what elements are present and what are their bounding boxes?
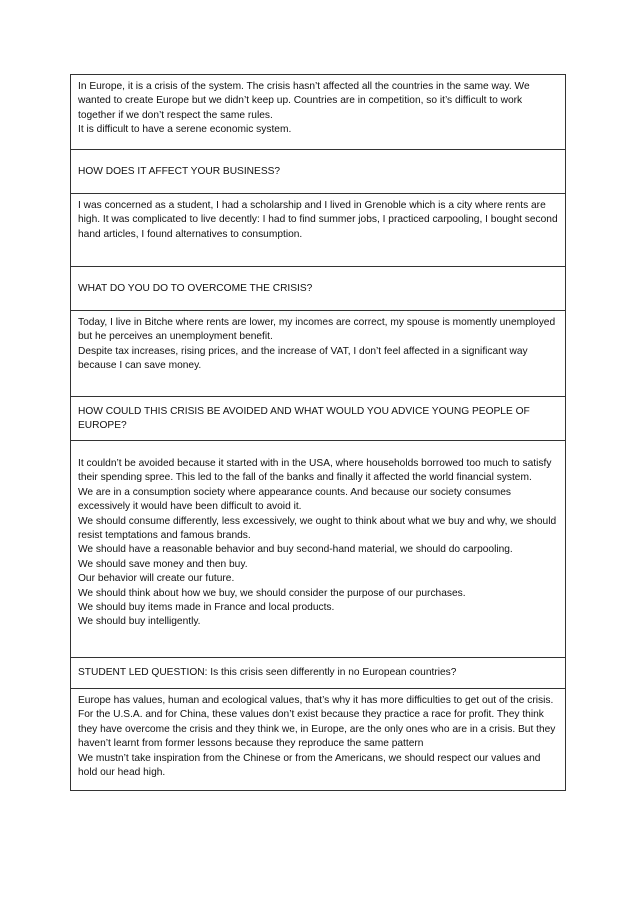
answer-paragraph: We should save money and then buy.: [78, 558, 248, 570]
question-text: HOW DOES IT AFFECT YOUR BUSINESS?: [78, 165, 281, 177]
question-text: WHAT DO YOU DO TO OVERCOME THE CRISIS?: [78, 282, 313, 294]
answer-cell-4: [71, 441, 565, 658]
answer-paragraph: Europe has values, human and ecological values, that’s why it has more difficulties to get out of the crisis. For the U.S.A. and for China, these values don’t exist because they practice a race for profit. They think they have overcome the crisis and they think we, in Europe, are the only ones who are in a crisis. But they haven’t learnt from former lessons because they reproduce the same pattern: [78, 695, 556, 750]
answer-paragraph: We are in a consumption society where appearance counts. And because our society consumes excessively it would have been difficult to avoid it.: [78, 486, 512, 513]
answer-paragraph: Today, I live in Bitche where rents are lower, my incomes are correct, my spouse is momently unemployed but he perceives an unemployment benefit.: [78, 317, 556, 343]
question-text: HOW COULD THIS CRISIS BE AVOIDED AND WHAT WOULD YOU ADVICE YOUNG PEOPLE OF EUROPE?: [78, 405, 530, 431]
answer-paragraph: It is difficult to have a serene economic system.: [78, 124, 292, 136]
question-cell-student-led: [71, 658, 565, 689]
answer-paragraph: Our behavior will create our future.: [78, 573, 235, 585]
question-text: STUDENT LED QUESTION: Is this crisis seen differently in no European countries?: [78, 667, 457, 679]
interview-table: [70, 74, 566, 791]
answer-paragraph: We mustn’t take inspiration from the Chinese or from the Americans, we should respect our values and hold our head high.: [78, 752, 541, 779]
answer-cell-1: [71, 75, 565, 150]
answer-paragraph: We should consume differently, less excessively, we ought to think about what we buy and why, we should resist temptations and famous brands.: [78, 515, 557, 542]
answer-paragraph: It couldn’t be avoided because it started with in the USA, where households borrowed too much to satisfy their spending spree. This led to the fall of the banks and finally it affected the world financial system.: [78, 458, 552, 484]
answer-paragraph: I was concerned as a student, I had a scholarship and I lived in Grenoble which is a city where rents are high. It was complicated to live decently: I had to find summer jobs, I practiced carpooling, I bought second hand articles, I found alternatives to consumption.: [78, 200, 558, 240]
answer-cell-2: [71, 194, 565, 267]
answer-paragraph: We should buy intelligently.: [78, 616, 201, 628]
question-cell-avoid: [71, 397, 565, 441]
answer-paragraph: In Europe, it is a crisis of the system. The crisis hasn’t affected all the countries in the same way. We wanted to create Europe but we didn’t keep up. Countries are in competition, so it’s difficult to work together if we don’t respect the same rules.: [78, 81, 530, 121]
answer-paragraph: We should buy items made in France and local products.: [78, 602, 335, 614]
answer-cell-3: [71, 311, 565, 397]
answer-paragraph: Despite tax increases, rising prices, and the increase of VAT, I don’t feel affected in a significant way because I can save money.: [78, 345, 528, 372]
question-cell-overcome: [71, 267, 565, 311]
answer-cell-5: [71, 689, 565, 791]
answer-paragraph: We should think about how we buy, we should consider the purpose of our purchases.: [78, 587, 466, 599]
answer-paragraph: We should have a reasonable behavior and buy second-hand material, we should do carpooling.: [78, 544, 513, 556]
question-cell-business: [71, 150, 565, 194]
